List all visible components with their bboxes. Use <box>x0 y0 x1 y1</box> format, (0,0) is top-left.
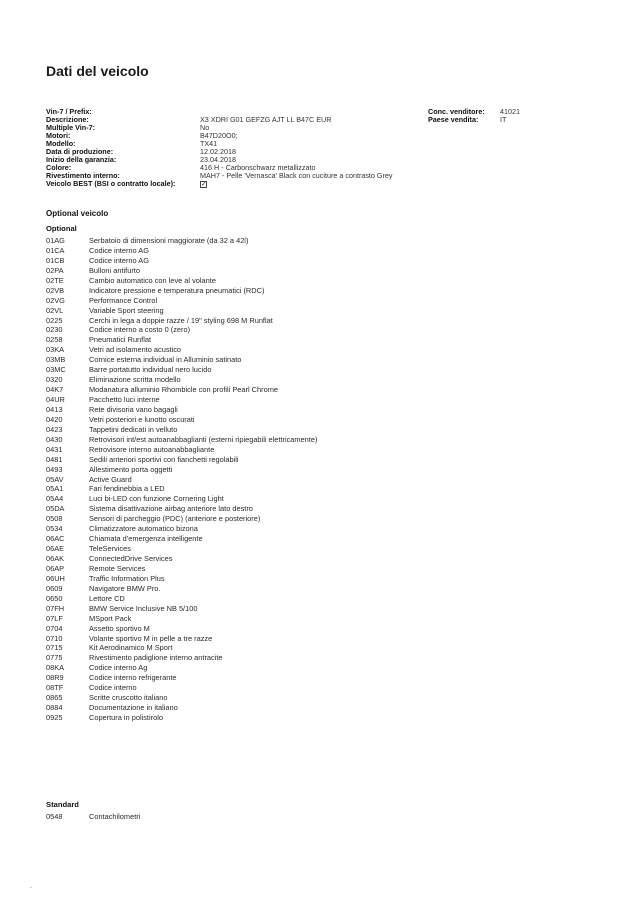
option-description: Rete divisoria vano bagagli <box>89 404 178 414</box>
option-description: Kit Aerodinamico M Sport <box>89 643 173 653</box>
option-code: 0413 <box>46 404 63 414</box>
option-code: 05A1 <box>46 484 64 494</box>
option-code: 01AG <box>46 236 65 245</box>
option-description: Modanatura alluminio Rhombicle con profili Pearl Chrome <box>89 385 278 395</box>
option-code: 08R9 <box>46 673 64 683</box>
option-code: 0715 <box>46 643 63 653</box>
option-code: 0481 <box>46 454 63 464</box>
standard-subtitle: Standard <box>46 800 79 809</box>
option-description: Sistema disattivazione airbag anteriore lato destro <box>89 504 253 514</box>
option-description: Active Guard <box>89 474 132 484</box>
field-value: 12.02.2018 <box>200 147 236 156</box>
option-description: TeleServices <box>89 544 131 554</box>
option-description: Eliminazione scritta modello <box>89 375 181 385</box>
option-code: 01CA <box>46 245 65 255</box>
option-description: Climatizzatore automatico bizona <box>89 524 198 534</box>
option-description: Tappetini dedicati in velluto <box>89 424 178 434</box>
option-code: 0508 <box>46 514 63 524</box>
option-code: 0423 <box>46 424 63 434</box>
option-description: Performance Control <box>89 295 158 305</box>
option-description: Indicatore pressione e temperatura pneumatici (RDC) <box>89 285 265 295</box>
option-description: Pneumatici Runflat <box>89 335 152 345</box>
option-code: 05A4 <box>46 494 64 504</box>
option-code: 04K7 <box>46 385 64 395</box>
option-code: 0430 <box>46 434 63 444</box>
option-code: 0609 <box>46 583 63 593</box>
option-code: 06AC <box>46 534 65 544</box>
option-description: Vetri posteriori e lunotto oscurati <box>89 414 195 424</box>
field-label: Descrizione: <box>46 115 89 124</box>
field-value: 416 H - Carbonschwarz metallizzato <box>200 163 316 172</box>
page-title: Dati del veicolo <box>46 63 149 79</box>
field-value: IT <box>500 115 507 124</box>
option-code: 0650 <box>46 593 63 603</box>
field-label: Multiple Vin-7: <box>46 123 95 132</box>
option-code: 02VL <box>46 305 64 315</box>
option-code: 0710 <box>46 633 63 643</box>
option-description: ConnectedDrive Services <box>89 554 173 563</box>
option-description: Cambio automatico con leve al volante <box>89 275 216 285</box>
option-description: Retrovisore interno autoanabbagliante <box>89 444 215 454</box>
option-description: Bulloni antifurto <box>89 265 140 275</box>
option-description: Remote Services <box>89 563 146 573</box>
option-description: Luci bi-LED con funzione Cornering Light <box>89 494 224 504</box>
option-code: 06AP <box>46 563 65 573</box>
field-label: Conc. venditore: <box>428 107 485 116</box>
option-description: Codice interno Ag <box>89 663 148 673</box>
option-code: 07LF <box>46 613 63 623</box>
option-code: 05AV <box>46 474 64 484</box>
option-description: Vetri ad isolamento acustico <box>89 345 182 355</box>
option-code: 03KA <box>46 345 65 355</box>
option-description: Volante sportivo M in pelle a tre razze <box>89 633 213 643</box>
field-label: Vin-7 / Prefix: <box>46 107 92 116</box>
option-code: 0225 <box>46 315 63 325</box>
option-description: Lettore CD <box>89 593 125 603</box>
option-description: Codice interno AG <box>89 255 149 265</box>
option-description: Retrovisori int/est autoanabbaglianti (esterni ripiegabili elettricamente) <box>89 434 318 444</box>
field-label: Motori: <box>46 131 71 140</box>
option-code: 0548 <box>46 812 63 821</box>
option-description: Sedili anteriori sportivi con fianchetti regolabili <box>89 454 239 464</box>
option-description: Chiamata d'emergenza intelligente <box>89 534 203 544</box>
optional-subtitle: Optional <box>46 224 77 233</box>
option-description: Copertura in polistirolo <box>89 713 163 722</box>
option-code: 05DA <box>46 504 65 514</box>
field-value: MAH7 - Pelle 'Vernasca' Black con cuciture a contrasto Grey <box>200 171 393 180</box>
option-description: Serbatoio di dimensioni maggiorate (da 32 a 42l) <box>89 236 249 245</box>
option-description: Sensori di parcheggio (PDC) (anteriore e posteriore) <box>89 514 261 524</box>
option-description: Assetto sportivo M <box>89 623 150 633</box>
option-description: Barre portatutto individual nero lucido <box>89 365 212 375</box>
field-value: No <box>200 123 210 132</box>
option-code: 06AE <box>46 544 65 554</box>
option-code: 0258 <box>46 335 63 345</box>
option-description: Rivestimento padiglione interno antracite <box>89 653 223 663</box>
option-description: BMW Service Inclusive NB 5/100 <box>89 603 198 613</box>
option-code: 04UR <box>46 395 65 404</box>
option-code: 01CB <box>46 255 65 265</box>
best-checkbox: ✓ <box>201 181 207 188</box>
option-description: Codice interno refrigerante <box>89 673 177 683</box>
field-value: X3 XDRI G01 GEFZG AJT LL B47C EUR <box>200 115 332 124</box>
option-description: Fari fendinebbia a LED <box>89 484 165 494</box>
option-description: MSport Pack <box>89 613 132 623</box>
option-description: Codice interno AG <box>89 245 149 255</box>
option-code: 0320 <box>46 375 63 385</box>
option-description: Documentazione in italiano <box>89 703 178 713</box>
field-label: Paese vendita: <box>428 115 479 124</box>
option-code: 08KA <box>46 663 65 673</box>
option-code: 06UH <box>46 573 65 583</box>
option-code: 0493 <box>46 464 63 474</box>
option-description: Traffic Information Plus <box>89 573 165 583</box>
option-code: 08TF <box>46 683 64 693</box>
option-code: 02PA <box>46 265 64 275</box>
field-value: TX41 <box>200 139 218 148</box>
option-code: 0925 <box>46 713 63 722</box>
option-description: Variable Sport steering <box>89 305 164 315</box>
option-code: 0431 <box>46 444 63 454</box>
option-code: 02VG <box>46 295 65 305</box>
option-description: Scritte cruscotto italiano <box>89 693 168 703</box>
field-value: 41021 <box>500 107 520 116</box>
field-value: B47D20O0; <box>200 131 238 140</box>
option-code: 0230 <box>46 325 63 335</box>
option-code: 06AK <box>46 554 65 563</box>
option-code: 07FH <box>46 603 65 613</box>
corner-mark: - <box>30 885 32 891</box>
option-code: 0534 <box>46 524 63 534</box>
option-code: 03MB <box>46 355 66 365</box>
option-code: 03MC <box>46 365 66 375</box>
field-label: Modello: <box>46 139 76 148</box>
field-label: Colore: <box>46 163 72 172</box>
option-description: Contachilometri <box>89 812 141 821</box>
option-code: 0704 <box>46 623 63 633</box>
field-value: 23.04.2018 <box>200 155 236 164</box>
option-code: 0884 <box>46 703 63 713</box>
field-value <box>200 180 207 188</box>
option-description: Cerchi in lega a doppie razze / 19" styling 698 M Runflat <box>89 315 273 325</box>
option-description: Codice interno a costo 0 (zero) <box>89 325 191 335</box>
option-description: Pacchetto luci interne <box>89 395 160 404</box>
option-description: Navigatore BMW Pro. <box>89 583 161 593</box>
option-code: 0420 <box>46 414 63 424</box>
option-description: Cornice esterna individual in Alluminio satinato <box>89 355 242 365</box>
field-label: Data di produzione: <box>46 147 114 156</box>
option-description: Codice interno <box>89 683 137 693</box>
option-code: 0865 <box>46 693 63 703</box>
optional-section-title: Optional veicolo <box>46 209 109 218</box>
option-code: 0775 <box>46 653 63 663</box>
field-label: Veicolo BEST (BSI o contratto locale): <box>46 179 176 188</box>
field-label: Rivestimento interno: <box>46 171 120 180</box>
option-description: Allestimento porta oggetti <box>89 464 173 474</box>
option-code: 02TE <box>46 275 64 285</box>
option-code: 02VB <box>46 285 65 295</box>
field-label: Inizio della garanzia: <box>46 155 117 164</box>
